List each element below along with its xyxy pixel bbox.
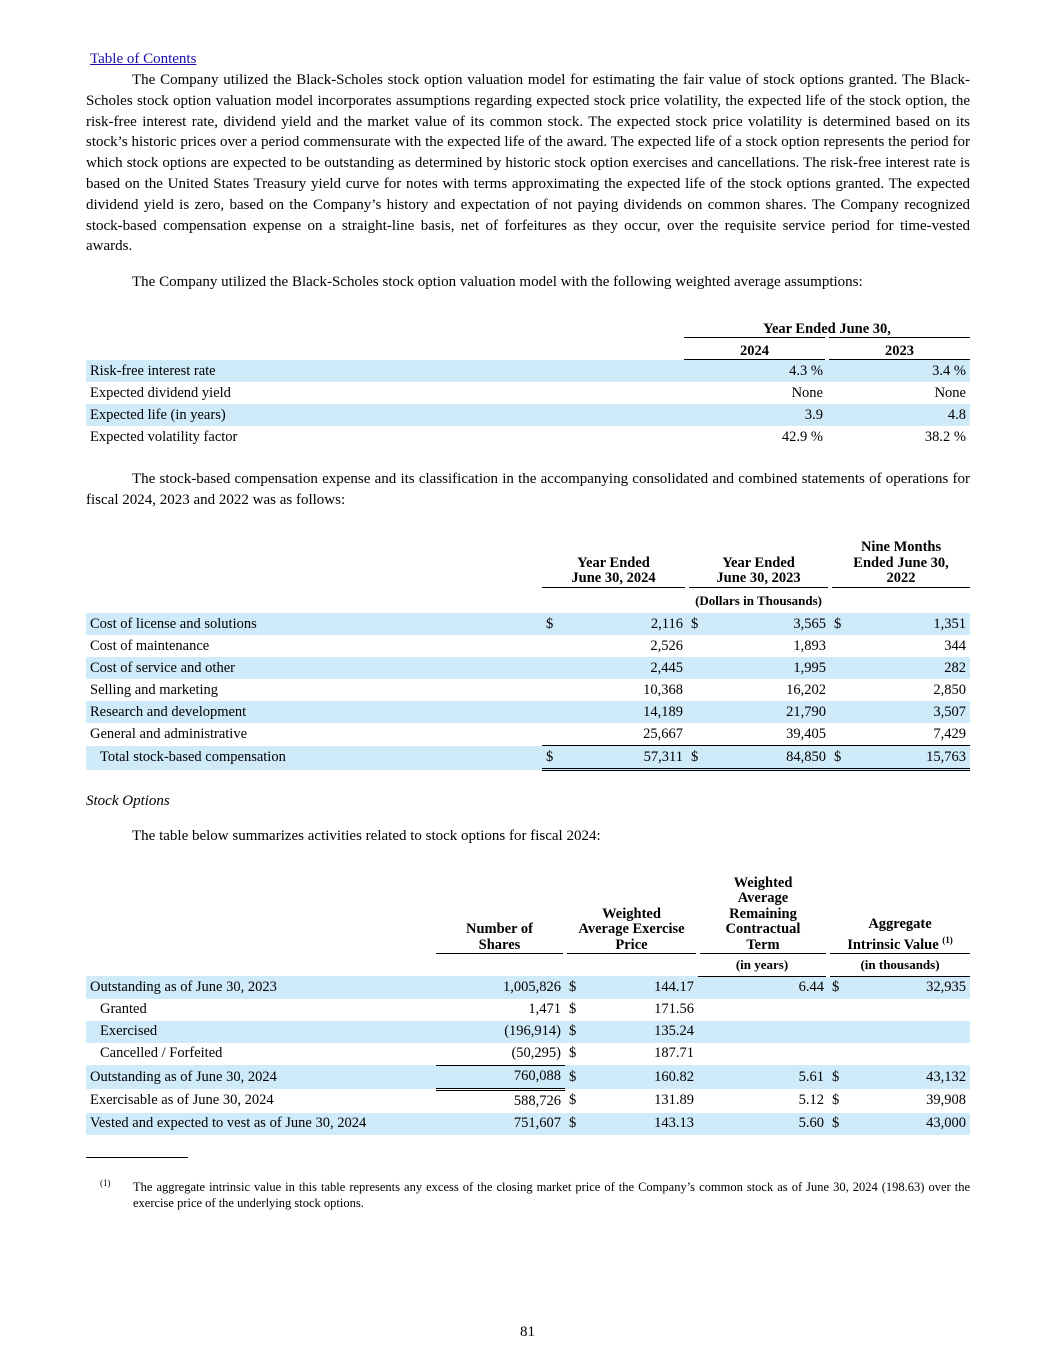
currency-symbol: $ (828, 976, 840, 999)
table-row (86, 426, 970, 448)
row-label: Cost of license and solutions (86, 613, 542, 635)
contractual-term-header: Weighted Average Remaining Contractual Term (698, 861, 828, 954)
table-row (86, 613, 970, 635)
page-number: 81 (520, 1324, 535, 1340)
row-label: Exercisable as of June 30, 2024 (90, 1092, 274, 1109)
value-cell: 32,935 (840, 976, 970, 999)
value-cell: 4.8 (827, 404, 970, 426)
table-row (86, 404, 970, 426)
row-label: Expected dividend yield (90, 384, 231, 401)
row-label: Cost of service and other (86, 657, 542, 679)
price-cell: 171.56 (654, 1001, 694, 1018)
assumptions-col-2024: 2024 (684, 338, 827, 360)
stock-options-intro: The table below summarizes activities related to stock options for fiscal 2024: (132, 827, 601, 844)
currency-symbol: $ (542, 613, 554, 635)
footnote-mark: (1) (100, 1177, 111, 1188)
sbc-table (86, 533, 970, 771)
value-cell: None (791, 384, 823, 401)
term-cell: 6.44 (698, 976, 828, 999)
table-row (86, 1021, 970, 1043)
price-cell: 144.17 (577, 976, 698, 999)
row-label: Selling and marketing (90, 681, 219, 698)
table-row (86, 999, 970, 1021)
table-row (86, 723, 970, 746)
currency-symbol: $ (828, 1065, 840, 1089)
row-label: Risk-free interest rate (86, 360, 684, 383)
valuation-model-paragraph: The Company utilized the Black-Scholes stock option valuation model for estimating the fair value of stock options granted. The Black-Scholes stock option valuation model incorporates assumptions regarding expected stock price volatility, the expected life of the stock option, the risk-free interest rate, dividend yield and the market value of its common stock. The expected stock price volatility is determined based on its stock’s historic prices over a period commensurate with the expected life of the award. The expected life of a stock option represents the period for which stock options are expected to be outstanding as determined by historic stock option exercises and cancellations. The risk-free interest rate is based on the United States Treasury yield curve for notes with terms approximating the expected life of the stock options granted. The expected dividend yield is zero, based on the Company’s history and expectation of not paying dividends on common shares. The Company recognized stock-based compensation expense on a straight-line basis, net of forfeitures as they occur, over the requisite service period for time-vested awards. (86, 72, 970, 255)
currency-symbol: $ (828, 1113, 840, 1135)
table-row (86, 679, 970, 701)
value-cell: 43,132 (840, 1065, 970, 1089)
shares-cell: (50,295) (436, 1043, 565, 1066)
row-label: Expected life (in years) (86, 404, 684, 426)
sbc-intro-paragraph: The stock-based compensation expense and its classification in the accompanying consolidated and combined statements of operations for fiscal 2024, 2023 and 2022 was as follows: (86, 471, 970, 509)
row-label: Total stock-based compensation (86, 746, 542, 770)
currency-symbol: $ (687, 613, 699, 635)
value-cell: 3.9 (684, 404, 827, 426)
assumptions-year-header: Year Ended June 30, (684, 316, 970, 338)
value-cell: 1,351 (842, 613, 970, 635)
intrinsic-value-header: Aggregate Intrinsic Value $^{(1)}$ (828, 861, 970, 954)
value-cell: 3.4 % (827, 360, 970, 383)
page-content (86, 48, 970, 1211)
shares-cell: 760,088 (436, 1065, 565, 1089)
row-label: Vested and expected to vest as of June 30, 2024 (86, 1113, 436, 1135)
sbc-col-2024-header: Year Ended June 30, 2024 (542, 533, 687, 587)
table-row (86, 976, 970, 999)
currency-symbol: $ (565, 1021, 577, 1043)
table-row (86, 1043, 970, 1066)
term-cell: 5.12 (798, 1092, 824, 1109)
term-cell: 5.60 (698, 1113, 828, 1135)
table-row (86, 701, 970, 723)
price-cell: 160.82 (577, 1065, 698, 1089)
value-cell: 2,850 (933, 681, 967, 698)
table-row (86, 1113, 970, 1135)
currency-symbol: $ (542, 746, 554, 770)
price-cell: 135.24 (577, 1021, 698, 1043)
term-units-label: (in years) (698, 954, 828, 977)
currency-symbol: $ (569, 1001, 577, 1018)
row-label: General and administrative (90, 725, 248, 742)
value-cell: 16,202 (786, 681, 827, 698)
table-row (86, 382, 970, 404)
shares-cell: (196,914) (436, 1021, 565, 1043)
price-cell: 143.13 (577, 1113, 698, 1135)
value-units-label: (in thousands) (828, 954, 970, 977)
table-row (86, 360, 970, 383)
value-cell: 39,908 (926, 1092, 966, 1109)
value-cell: 43,000 (840, 1113, 970, 1135)
table-row (86, 1089, 970, 1113)
row-label: Exercised (86, 1021, 436, 1043)
currency-symbol: $ (830, 746, 842, 770)
currency-symbol: $ (569, 1045, 577, 1062)
table-row (86, 657, 970, 679)
value-cell: 1,893 (793, 637, 827, 654)
value-cell: 84,850 (699, 746, 830, 770)
stock-options-heading: Stock Options (86, 793, 170, 810)
sbc-col-2023-header: Year Ended June 30, 2023 (687, 533, 830, 587)
value-cell: 25,667 (554, 723, 687, 746)
value-cell: 21,790 (699, 701, 830, 723)
shares-header: Number of Shares (436, 861, 565, 954)
shares-cell: 751,607 (436, 1113, 565, 1135)
price-cell: 131.89 (654, 1092, 694, 1109)
row-label: Outstanding as of June 30, 2024 (86, 1065, 436, 1089)
footnote-text: The aggregate intrinsic value in this table represents any excess of the closing market price of the Company’s common stock as of June 30, 2024 (198.63) over the exercise price of the underlying stock options. (133, 1179, 970, 1210)
row-label: Expected volatility factor (90, 428, 238, 445)
row-label: Research and development (86, 701, 542, 723)
value-cell: 2,526 (650, 637, 684, 654)
stock-options-table (86, 861, 970, 1135)
value-cell: 2,445 (554, 657, 687, 679)
currency-symbol: $ (830, 613, 842, 635)
currency-symbol: $ (687, 746, 699, 770)
table-row (86, 1065, 970, 1089)
sbc-col-2022-header: Nine Months Ended June 30, 2022 (830, 533, 970, 587)
row-label: Granted (100, 1001, 147, 1018)
sbc-units-label: (Dollars in Thousands) (695, 592, 822, 608)
value-cell: 282 (842, 657, 970, 679)
assumptions-table (86, 316, 970, 449)
value-cell: 42.9 % (781, 428, 823, 445)
assumptions-intro-paragraph: The Company utilized the Black-Scholes stock option valuation model with the following weighted average assumptions: (132, 274, 863, 291)
table-row (86, 635, 970, 657)
value-cell: 38.2 % (924, 428, 966, 445)
value-cell: 344 (944, 637, 967, 654)
value-cell: 15,763 (842, 746, 970, 770)
assumptions-col-2023: 2023 (827, 338, 970, 360)
value-cell: 14,189 (554, 701, 687, 723)
term-cell: 5.61 (698, 1065, 828, 1089)
shares-cell: 1,005,826 (436, 976, 565, 999)
currency-symbol: $ (832, 1092, 840, 1109)
value-cell: 3,507 (842, 701, 970, 723)
price-cell: 187.71 (654, 1045, 694, 1062)
footnote (86, 1179, 970, 1211)
row-label: Cancelled / Forfeited (100, 1045, 223, 1062)
currency-symbol: $ (565, 1113, 577, 1135)
value-cell: 2,116 (554, 613, 687, 635)
value-cell: 39,405 (699, 723, 830, 746)
currency-symbol: $ (569, 1092, 577, 1109)
footnote-divider (86, 1157, 188, 1158)
value-cell: 57,311 (554, 746, 687, 770)
value-cell: 10,368 (643, 681, 684, 698)
row-label: Cost of maintenance (90, 637, 210, 654)
exercise-price-header: Weighted Average Exercise Price (565, 861, 698, 954)
shares-cell: 1,471 (528, 1001, 561, 1018)
currency-symbol: $ (565, 976, 577, 999)
total-row (86, 746, 970, 770)
currency-symbol: $ (565, 1065, 577, 1089)
value-cell: 1,995 (699, 657, 830, 679)
row-label: Outstanding as of June 30, 2023 (86, 976, 436, 999)
value-cell: 7,429 (842, 723, 970, 746)
shares-cell: 588,726 (513, 1093, 561, 1110)
value-cell: 4.3 % (684, 360, 827, 383)
table-of-contents-link[interactable]: Table of Contents (90, 51, 197, 67)
value-cell: None (934, 384, 966, 401)
value-cell: 3,565 (699, 613, 830, 635)
